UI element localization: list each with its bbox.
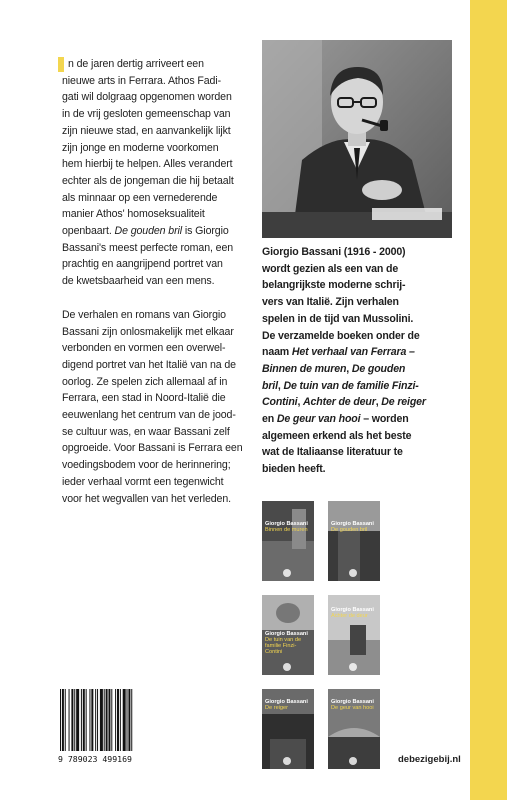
series-cover-3 [262,595,314,675]
bio-text: en [262,413,275,426]
bio-book-title: Het verhaal van Ferrara – [291,346,415,359]
synopsis-line: zijn jonge en moderne voorkomen [62,141,219,154]
barcode-bar [123,689,126,751]
synopsis-line: nieuwe arts in Ferrara. Athos Fadi- [62,74,222,87]
cover-author: Giorgio Bassani [331,699,374,705]
synopsis-line: digend portret van het Italië van na de [62,358,236,371]
barcode-bar [131,689,132,751]
series-cover-4 [328,595,380,675]
cover-title: Achter de deur [331,613,368,619]
cover-caption [265,699,312,711]
synopsis-line: hem hierbij te helpen. Alles verandert [62,158,233,171]
synopsis-line: se cultuur was, en waar Bassani zelf [62,425,230,438]
book-title-italic: De gouden bril [114,225,183,238]
barcode-bar [104,689,105,751]
synopsis-line: gati wil dolgraag opgenomen worden [62,91,232,104]
cover-author: Giorgio Bassani [265,631,308,637]
bio-line: spelen in de tijd van Mussolini. [262,312,414,325]
barcode-bar [128,689,130,751]
bio-line [262,344,467,361]
barcode-bar [91,689,93,751]
bio-book-title: De gouden [351,362,406,375]
barcode-bar [74,689,75,751]
synopsis-line: ieder verhaal vormt een tegenwicht [62,475,224,488]
barcode-bar [120,689,121,751]
publisher-logo-icon [349,569,357,577]
synopsis-paragraph-1 [62,56,258,290]
bio-line: algemeen erkend als het beste [262,429,412,442]
synopsis-line-text: is Giorgio [184,225,229,238]
publisher-website: debezigebij.nl [398,754,461,765]
synopsis-line [62,56,258,73]
cover-author: Giorgio Bassani [331,521,374,527]
portrait-drawing [262,40,452,238]
synopsis-line: Bassani zijn onlosmakelijk met elkaar [62,325,234,338]
cover-title: De geur van hooi [331,705,374,711]
synopsis-line: Ferrara, een stad in Noord-Italië die [62,392,226,405]
synopsis-line: Bassani's meest perfecte roman, een [62,241,234,254]
barcode-bar [117,689,119,751]
synopsis-line: opgroeide. Voor Bassani is Ferrara een [62,442,243,455]
synopsis-column [62,56,258,507]
synopsis-paragraph-2 [62,307,258,507]
author-bio [262,244,467,478]
cover-caption [265,521,312,533]
cover-caption [331,699,378,711]
publisher-logo-icon [283,663,291,671]
bio-text: , [277,379,281,392]
barcode-bar [127,689,128,751]
author-portrait-photo [262,40,452,238]
barcode-bar [60,689,61,751]
synopsis-line: echter als de jongeman die hij betaalt [62,174,234,187]
barcode-bar [86,689,87,751]
barcode-bar [106,689,108,751]
bio-book-title: Binnen de muren [262,362,347,375]
synopsis-line [62,223,258,240]
barcode-bar [95,689,96,751]
cover-caption [265,631,312,655]
synopsis-line: verbonden en vormen een overwel- [62,342,226,355]
isbn-digits: 9 789023 499169 [58,754,132,764]
synopsis-line: voor het wegvallen van het verleden. [62,492,231,505]
synopsis-line: als minnaar op een vernederende [62,191,218,204]
barcode-bar [108,689,110,751]
barcode-bar [71,689,73,751]
cover-title: De gouden bril [331,527,368,533]
synopsis-line: in de vrij gesloten gemeenschap van [62,108,231,121]
barcode-bar [111,689,112,751]
bio-line: belangrijkste moderne schrij- [262,279,406,292]
bio-line [262,394,467,411]
synopsis-line: De verhalen en romans van Giorgio [62,308,226,321]
barcode-bar [100,689,103,751]
publisher-logo-icon [283,569,291,577]
bio-book-title: De reiger [381,396,426,409]
synopsis-line: zijn nieuwe stad, en aanvankelijk lijkt [62,124,231,137]
bio-line: wordt gezien als een van de [262,262,399,275]
barcode-bar [97,689,98,751]
cover-title: De tuin van de familie Finzi-Contini [265,637,302,655]
bio-line: bieden heeft. [262,463,326,476]
publisher-logo-icon [283,757,291,765]
cover-title: De reiger [265,705,289,711]
synopsis-line: voedingsbodem voor de herinnering; [62,459,231,472]
barcode-bar [115,689,116,751]
series-cover-1 [262,501,314,581]
barcode-bar [83,689,85,751]
bio-line [262,361,467,378]
publisher-logo-icon [349,757,357,765]
cover-author: Giorgio Bassani [331,607,374,613]
synopsis-line: de kwetsbaarheid van een mens. [62,275,215,288]
synopsis-line-text: n de jaren dertig arriveert een [68,58,204,70]
bio-line: De verzamelde boeken onder de [262,329,420,342]
barcode-bar [81,689,82,751]
bio-book-title: De geur van hooi [276,413,361,426]
bio-line: vers van Italië. Zijn verhalen [262,296,399,309]
isbn-barcode [56,687,160,765]
bio-text: , [297,396,301,409]
bio-line: wat de Italiaanse literatuur te [262,446,403,459]
barcode-bar [65,689,66,751]
cover-title: Binnen de muren [265,527,308,533]
dropcap-mark [58,57,64,72]
synopsis-line: oorlog. Ze spelen zich allemaal af in [62,375,228,388]
barcode-bar [62,689,64,751]
series-cover-6 [328,689,380,769]
bio-book-title: bril [262,379,278,392]
bio-line: Giorgio Bassani (1916 - 2000) [262,246,406,258]
synopsis-line: manier Athos' homoseksualiteit [62,208,205,221]
bio-text: , [346,362,350,375]
cover-caption [331,607,378,619]
synopsis-line: prachtig en aangrijpend portret van [62,258,223,271]
bio-text: – worden [363,413,409,426]
bio-book-title: Contini [262,396,298,409]
barcode-bar [69,689,70,751]
bio-book-title: De tuin van de familie Finzi- [283,379,419,392]
publisher-logo-icon [349,663,357,671]
bio-text: , [375,396,379,409]
series-cover-2 [328,501,380,581]
cover-author: Giorgio Bassani [265,699,308,705]
synopsis-line-text: openbaart. [62,225,112,238]
barcode-bar [89,689,90,751]
bio-text: naam [262,346,290,359]
yellow-spine-band [470,0,507,800]
bio-line [262,378,467,395]
bio-line [262,411,467,428]
cover-author: Giorgio Bassani [265,521,308,527]
bio-book-title: Achter de deur [303,396,376,409]
synopsis-line: eeuwenlang het centrum van de jood- [62,409,236,422]
barcode-bar [76,689,79,751]
series-cover-5 [262,689,314,769]
cover-caption [331,521,378,533]
